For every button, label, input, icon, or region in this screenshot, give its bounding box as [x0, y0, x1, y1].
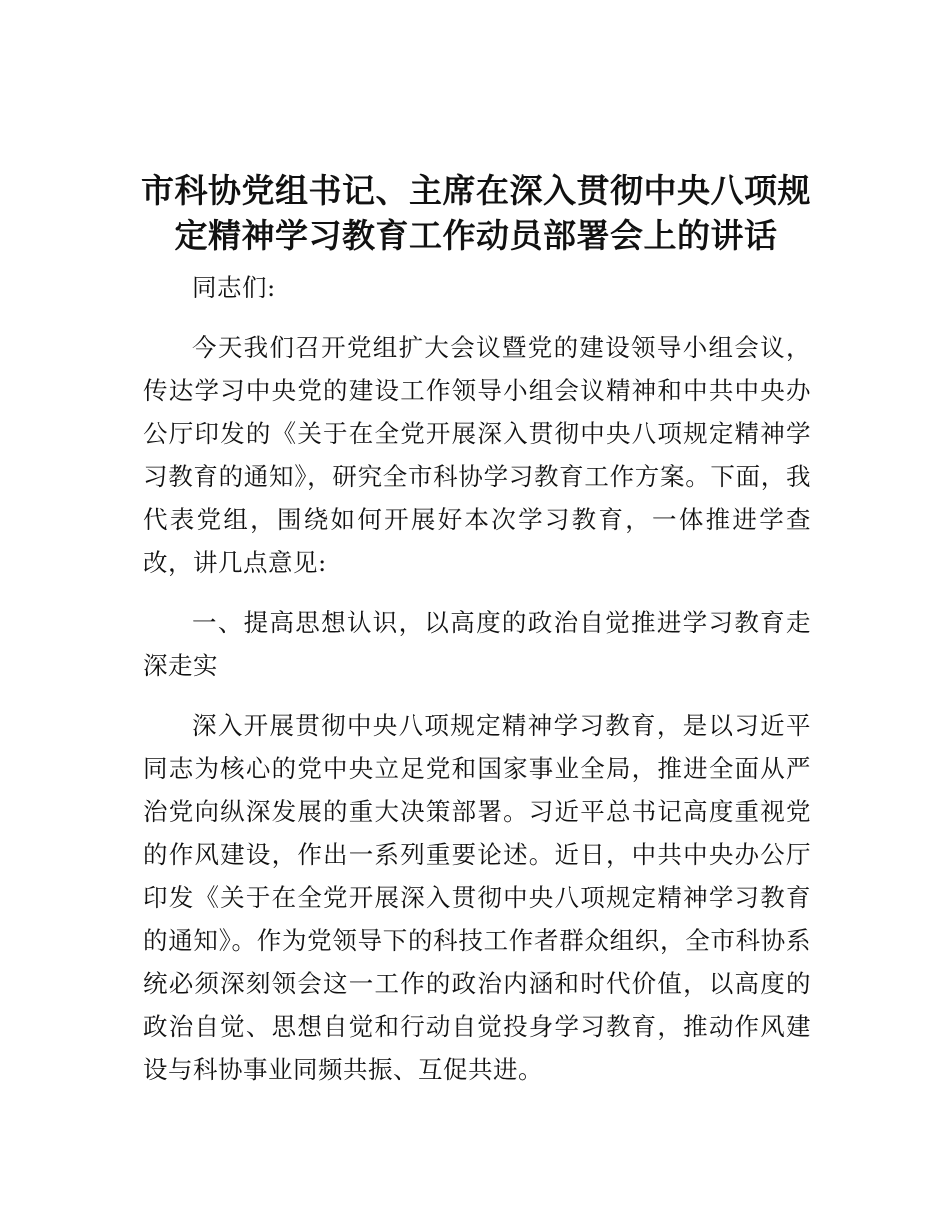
salutation: 同志们: [192, 273, 276, 302]
paragraph-intro: 今天我们召开党组扩大会议暨党的建设领导小组会议，传达学习中央党的建设工作领导小组会议精神和中共中央办公厅印发的《关于在全党开展深入贯彻中央八项规定精神学习教育的通知》，研究全市科协学习教育工作方案。下面，我代表党组，围绕如何开展好本次学习教育，一体推进学查改，讲几点意见: [143, 333, 811, 577]
document-body [143, 266, 811, 1091]
section-heading-1: 一、提高思想认识，以高度的政治自觉推进学习教育走深走实 [143, 608, 811, 680]
document-title: 市科协党组书记、主席在深入贯彻中央八项规定精神学习教育工作动员部署会上的讲话 [141, 171, 811, 255]
paragraph-section-1: 深入开展贯彻中央八项规定精神学习教育，是以习近平同志为核心的党中央立足党和国家事业全局，推进全面从严治党向纵深发展的重大决策部署。习近平总书记高度重视党的作风建设，作出一系列重要论述。近日，中共中央办公厅印发《关于在全党开展深入贯彻中央八项规定精神学习教育的通知》。作为党领导下的科技工作者群众组织，全市科协系统必须深刻领会这一工作的政治内涵和时代价值，以高度的政治自觉、思想自觉和行动自觉投身学习教育，推动作风建设与科协事业同频共振、互促共进。 [143, 711, 811, 1084]
